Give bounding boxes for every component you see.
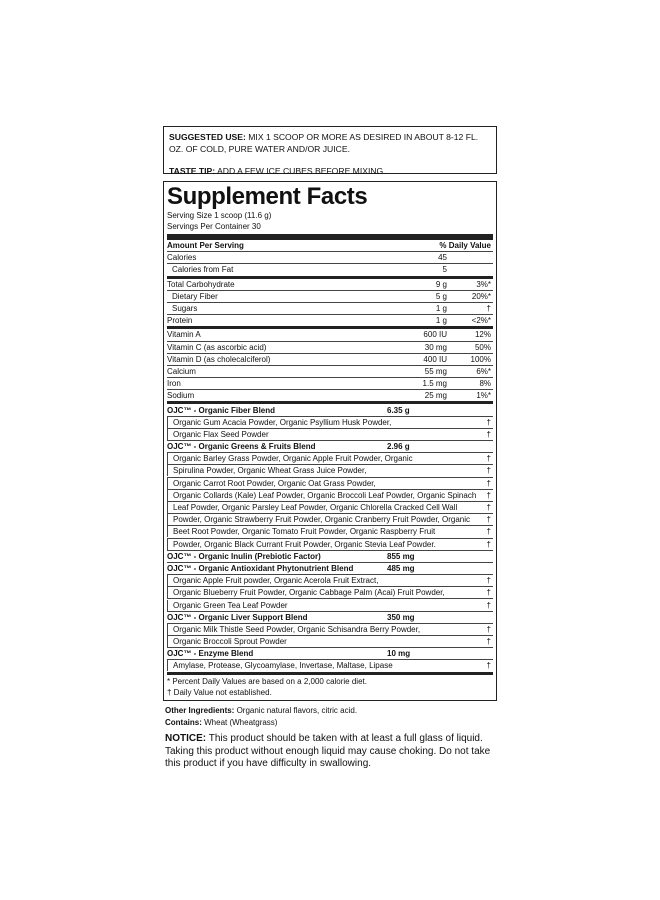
- blend-row: OJC™ - Organic Antioxidant Phytonutrient Blend 485 mg: [167, 563, 493, 575]
- blend-ingredient-row: Amylase, Protease, Glycoamylase, Invertase, Maltase, Lipase †: [167, 660, 493, 671]
- calorie-row: Calories 45: [167, 252, 493, 264]
- calorie-row: Calories from Fat 5: [172, 265, 447, 275]
- facts-title: Supplement Facts: [167, 183, 368, 210]
- blend-ingredient-row: Organic Barley Grass Powder, Organic Apple Fruit Powder, Organic †: [167, 453, 493, 465]
- blend-row: OJC™ - Organic Liver Support Blend 350 mg: [167, 612, 493, 624]
- blend-ingredient-row: Organic Broccoli Sprout Powder †: [167, 636, 493, 648]
- macro-row: Protein 1 g <2%*: [167, 316, 491, 326]
- blend-ingredient-row: Spirulina Powder, Organic Wheat Grass Juice Powder, †: [167, 465, 493, 477]
- blend-row: OJC™ - Organic Inulin (Prebiotic Factor) 855 mg: [167, 551, 493, 563]
- blend-row: OJC™ - Organic Fiber Blend 6.35 g: [167, 404, 493, 416]
- blend-ingredient-row: Organic Gum Acacia Powder, Organic Psyllium Husk Powder, †: [167, 417, 493, 429]
- vitamin-row: Sodium 25 mg 1%*: [167, 391, 491, 401]
- macro-row: Dietary Fiber 5 g 20%*: [167, 291, 493, 303]
- blend-ingredient-row: Organic Milk Thistle Seed Powder, Organic Schisandra Berry Powder, †: [167, 624, 493, 636]
- servings-per-container: Servings Per Container 30: [167, 221, 261, 231]
- facts-header-row: Amount Per Serving % Daily Value: [167, 240, 493, 252]
- blend-ingredient-row: Organic Flax Seed Powder †: [167, 429, 493, 441]
- blend-row: OJC™ - Enzyme Blend 10 mg: [167, 648, 493, 660]
- serving-size: Serving Size 1 scoop (11.6 g): [167, 211, 272, 220]
- vitamin-row: Calcium 55 mg 6%*: [167, 366, 493, 378]
- blend-ingredient-row: Organic Carrot Root Powder, Organic Oat Grass Powder, †: [167, 478, 493, 490]
- vitamin-row: Vitamin C (as ascorbic acid) 30 mg 50%: [167, 342, 493, 354]
- macro-row: Sugars 1 g †: [167, 303, 493, 315]
- facts-footnotes: * Percent Daily Values are based on a 2,000 calorie diet. † Daily Value not established.: [167, 676, 367, 697]
- notice-text: NOTICE: This product should be taken with at least a full glass of liquid. Taking this product without enough liquid may cause choking. Do not take this product if you have difficulty in swallowing.: [165, 733, 491, 769]
- taste-tip-text: TASTE TIP: ADD A FEW ICE CUBES BEFORE MIXING.: [169, 165, 386, 176]
- vitamin-row: Vitamin D (as cholecalciferol) 400 IU 100%: [167, 354, 493, 366]
- blend-ingredient-row: Organic Collards (Kale) Leaf Powder, Organic Broccoli Leaf Powder, Organic Spinach †: [167, 490, 493, 502]
- blend-ingredient-row: Organic Blueberry Fruit Powder, Organic Cabbage Palm (Acai) Fruit Powder, †: [167, 587, 493, 599]
- supplement-facts-panel: [163, 181, 497, 701]
- blend-ingredient-row: Leaf Powder, Organic Parsley Leaf Powder, Organic Chlorella Cracked Cell Wall †: [167, 502, 493, 514]
- suggested-use-text: SUGGESTED USE: MIX 1 SCOOP OR MORE AS DESIRED IN ABOUT 8-12 FL. OZ. OF COLD, PURE WATER AND/OR JUICE.: [169, 132, 479, 154]
- macro-row: Total Carbohydrate 9 g 3%*: [167, 279, 493, 291]
- blend-ingredient-row: Organic Green Tea Leaf Powder †: [167, 599, 493, 611]
- blend-ingredient-row: Beet Root Powder, Organic Tomato Fruit Powder, Organic Raspberry Fruit †: [167, 526, 493, 538]
- blend-ingredient-row: Powder, Organic Black Currant Fruit Powder, Organic Stevia Leaf Powder. †: [167, 539, 493, 551]
- blend-ingredient-row: Powder, Organic Strawberry Fruit Powder, Organic Cranberry Fruit Powder, Organic †: [167, 514, 493, 526]
- suggested-use-box: [163, 126, 497, 174]
- vitamin-row: Vitamin A 600 IU 12%: [167, 329, 493, 341]
- vitamin-row: Iron 1.5 mg 8%: [167, 378, 493, 390]
- other-ingredients: Other Ingredients: Organic natural flavors, citric acid. Contains: Wheat (Wheatgrass): [165, 706, 358, 727]
- blend-ingredient-row: Organic Apple Fruit powder, Organic Acerola Fruit Extract, †: [167, 575, 493, 587]
- blend-row: OJC™ - Organic Greens & Fruits Blend 2.96 g: [167, 441, 493, 453]
